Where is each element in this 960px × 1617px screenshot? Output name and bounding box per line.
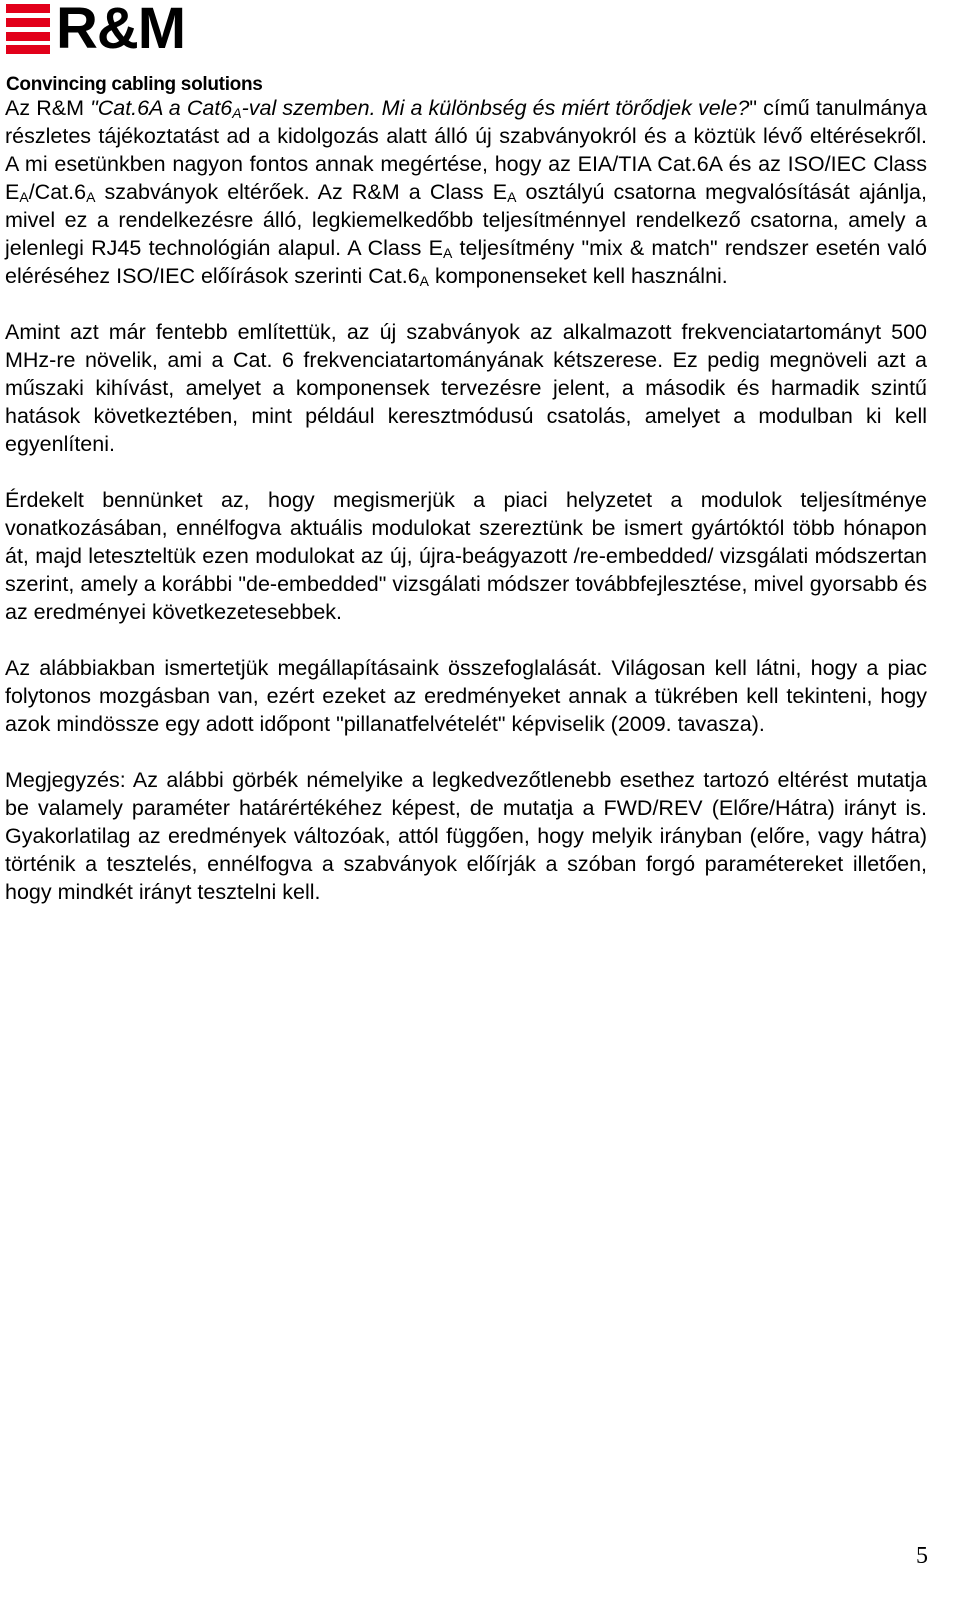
text-segment: " című tanulmánya részletes tájékoztatást ad a kidolgozás alatt álló új szabványokról és a köztük lévő eltérésekről. A mi esetünkben nagyon fontos annak megértése, hogy az EIA/TIA Cat.6A és az ISO/IEC Class E [5, 96, 927, 204]
text-segment: Az alábbiakban ismertetjük megállapításaink összefoglalását. Világosan kell látni, hogy a piac folytonos mozgásban van, ezért ezeket az eredményeket annak a tükrében kell tekinteni, hogy azok mindössze egy adott időpont "pillanatfelvételét" képviselik (2009. tavasza). [5, 656, 927, 736]
logo-tagline: Convincing cabling solutions [6, 74, 263, 95]
page-number: 5 [916, 1543, 928, 1569]
paragraph-frequency [5, 318, 927, 458]
paragraph-findings [5, 654, 927, 738]
text-segment: A [86, 189, 96, 205]
text-segment: A [419, 273, 429, 289]
text-segment: szabványok eltérőek. Az R&M a Class E [95, 180, 508, 204]
text-segment: A [442, 245, 453, 261]
text-segment: Megjegyzés: Az alábbi görbék némelyike a legkedvezőtlenebb esethez tartozó eltérést mutatja be valamely paraméter határértékéhez képest, de mutatja a FWD/REV (Előre/Hátra) irányt is. Gyakorlatilag az eredmények változóak, attól függően, hogy melyik irányban (előre, vagy hátra) történik a tesztelés, ennélfogva a szabványok előírják a szóban forgó paramétereket illetően, hogy mindkét irányt tesztelni kell. [5, 768, 927, 904]
paragraph-intro [5, 94, 927, 290]
text-segment: komponenseket kell használni. [429, 264, 728, 288]
document-body [5, 94, 927, 934]
text-segment: A [19, 189, 29, 205]
company-logo [6, 0, 276, 95]
logo-brand: R&M [56, 0, 186, 61]
text-segment: teljesítmény "mix & match" rendszer esetén való eléréséhez ISO/IEC előírások szerinti Cat.6 [5, 236, 927, 288]
text-segment: Amint azt már fentebb említettük, az új szabványok az alkalmazott frekvenciatartományt 500 MHz-re növelik, ami a Cat. 6 frekvenciatartományának kétszerese. Ez pedig megnöveli azt a műszaki kihívást, amelyet a komponensek tervezésre jelent, a második és harmadik szintű hatások következtében, mint például keresztmódusú csatolás, amelyet a modulban ki kell egyenlíteni. [5, 320, 927, 456]
logo-stripes-icon [6, 4, 50, 54]
paragraph-note [5, 766, 927, 906]
text-segment: "Cat.6A a Cat6 [90, 96, 233, 120]
paragraph-market [5, 486, 927, 626]
text-segment: -val szemben. Mi a különbség és miért törődjek vele? [241, 96, 750, 120]
text-segment: Az R&M [5, 96, 91, 120]
text-segment: osztályú csatorna megvalósítását ajánlja, mivel ez a rendelkezésre álló, legkiemelkedőbb teljesítménnyel rendelkező csatorna, amely a jelenlegi RJ45 technológián alapul. A Class E [5, 180, 927, 260]
text-segment: A [507, 189, 517, 205]
text-segment: /Cat.6 [28, 180, 87, 204]
text-segment: A [232, 105, 242, 121]
text-segment: Érdekelt bennünket az, hogy megismerjük a piaci helyzetet a modulok teljesítménye vonatkozásában, ennélfogva aktuális modulokat szereztünk be ismert gyártóktól több hónapon át, majd leteszteltük ezen modulokat az új, újra-beágyazott /re-embedded/ vizsgálati módszertan szerint, amely a korábbi "de-embedded" vizsgálati módszer továbbfejlesztése, mivel gyorsabb és az eredményei következetesebbek. [5, 488, 927, 624]
